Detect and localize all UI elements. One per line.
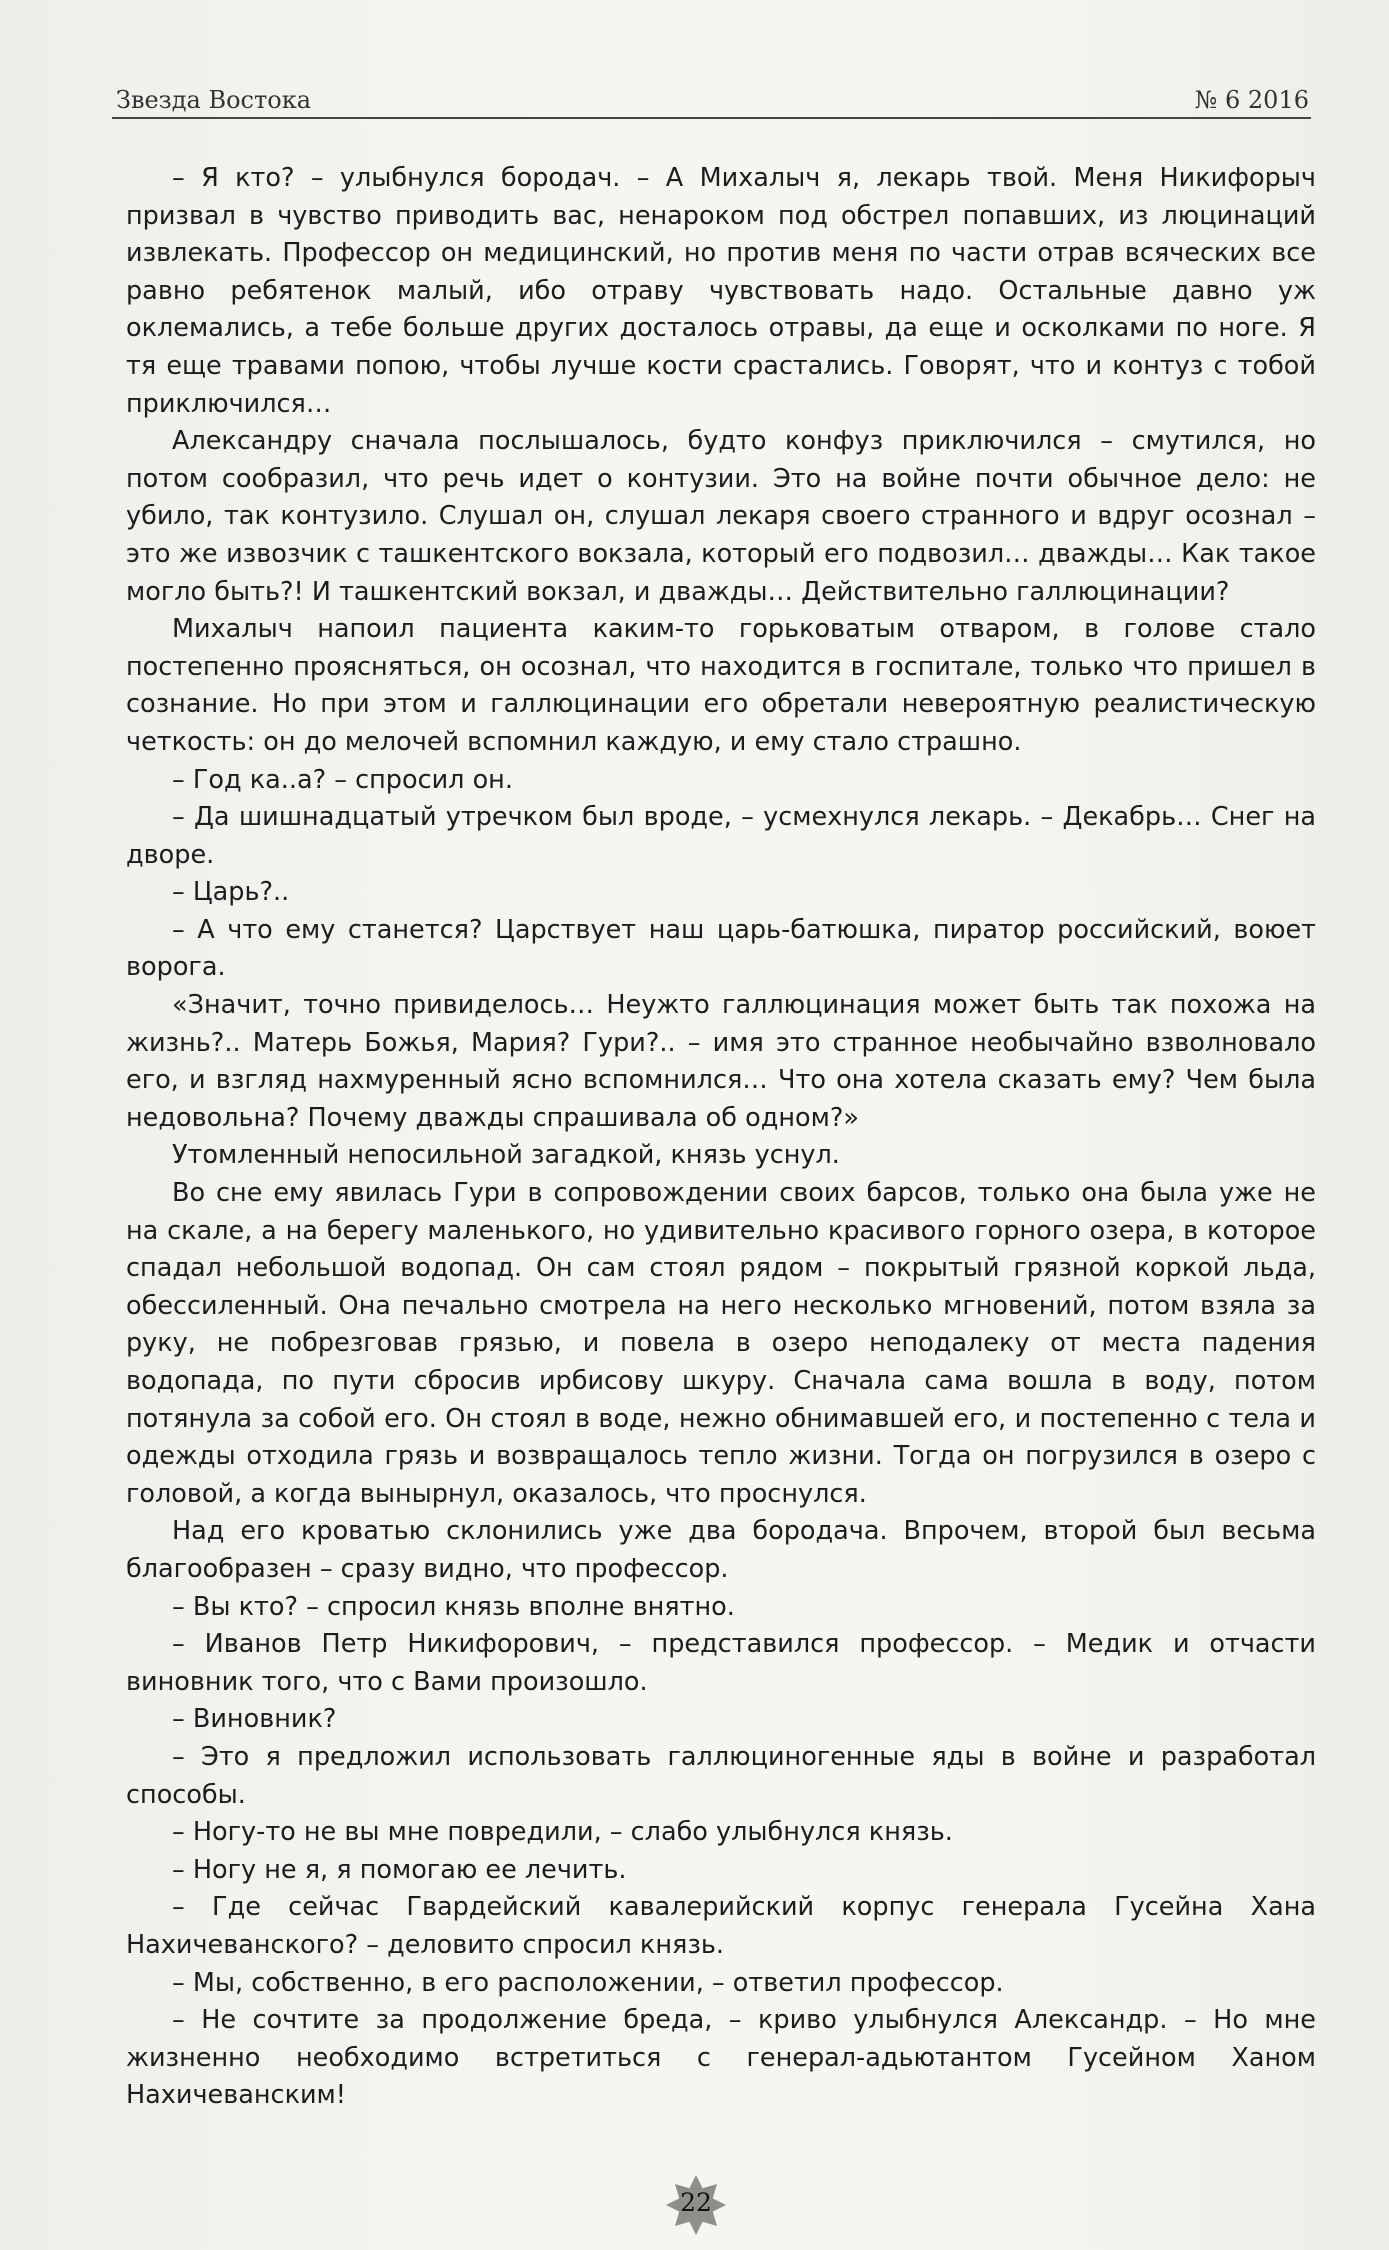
page-footer	[0, 2175, 1389, 2245]
body-text	[126, 160, 1316, 2115]
header-rule	[112, 117, 1311, 119]
paragraph: – Ногу не я, я помогаю ее лечить.	[172, 1854, 627, 1885]
paragraph: – Царь?..	[172, 877, 290, 908]
paragraph: «Значит, точно привиделось… Неужто галлюцинация может быть так похожа на жизнь?.. Матерь Божья, Мария? Гури?.. – имя это странное необычайно взволновало его, и взгляд нахмуренный ясно вспомнился… Что она хотела сказать ему? Чем была недовольна? Почему дважды спрашивала об одном?»	[126, 990, 1316, 1133]
paragraph: Над его кроватью склонились уже два бородача. Впрочем, второй был весьма благообразен – сразу видно, что профессор.	[126, 1516, 1316, 1584]
paragraph: – Где сейчас Гвардейский кавалерийский корпус генерала Гусейна Хана Нахичеванского? – деловито спросил князь.	[126, 1892, 1316, 1960]
page-number: 22	[680, 2188, 712, 2217]
paragraph: – А что ему станется? Царствует наш царь-батюшка, пиратор российский, воюет ворога.	[126, 914, 1316, 983]
paragraph: Во сне ему явилась Гури в сопровождении своих барсов, только она была уже не на скале, а на берегу маленького, но удивительно красивого горного озера, в которое спадал небольшой водопад. Он сам стоял рядом – покрытый грязной коркой льда, обессиленный. Она печально смотрела на него несколько мгновений, потом взяла за руку, не побрезговав грязью, и повела в озеро неподалеку от места падения водопада, по пути сбросив ирбисову шкуру. Сначала сама вошла в воду, потом потянула за собой его. Он стоял в воде, нежно обнимавшей его, и постепенно с тела и одежды отходила грязь и возвращалось тепло жизни. Тогда он погрузился в озеро с головой, а когда вынырнул, оказалось, что проснулся.	[126, 1178, 1316, 1509]
journal-title: Звезда Востока	[116, 86, 312, 114]
paragraph: – Мы, собственно, в его расположении, – ответил профессор.	[172, 1967, 1004, 1998]
paragraph: Александру сначала послышалось, будто конфуз приключился – смутился, но потом сообразил, что речь идет о контузии. Это на войне почти обычное дело: не убило, так контузило. Слушал он, слушал лекаря своего странного и вдруг осознал – это же извозчик с ташкентского вокзала, который его подвозил… дважды… Как такое могло быть?! И ташкентский вокзал, и дважды… Действительно галлюцинации?	[126, 426, 1316, 607]
paragraph: – Вы кто? – спросил князь вполне внятно.	[172, 1591, 735, 1622]
paragraph: – Я кто? – улыбнулся бородач. – А Михалыч я, лекарь твой. Меня Никифорыч призвал в чувство приводить вас, ненароком под обстрел попавших, из люцинаций извлекать. Профессор он медицинский, но против меня по части отрав всяческих все равно ребятенок малый, ибо отраву чувствовать надо. Остальные давно уж оклемались, а тебе больше других досталось отравы, да еще и осколками по ноге. Я тя еще травами попою, чтобы лучше кости срастались. Говорят, что и контуз с тобой приключился…	[126, 163, 1316, 419]
paragraph: – Иванов Петр Никифорович, – представился профессор. – Медик и отчасти виновник того, что с Вами произошло.	[126, 1629, 1316, 1697]
paragraph: – Виновник?	[172, 1704, 337, 1735]
paragraph: – Не сочтите за продолжение бреда, – криво улыбнулся Александр. – Но мне жизненно необходимо встретиться с генерал-адьютантом Гусейном Ханом Нахичеванским!	[126, 2005, 1316, 2111]
paragraph: – Ногу-то не вы мне повредили, – слабо улыбнулся князь.	[172, 1817, 953, 1848]
paragraph: Утомленный непосильной загадкой, князь уснул.	[172, 1140, 840, 1171]
paragraph: – Да шишнадцатый утречком был вроде, – усмехнулся лекарь. – Декабрь… Снег на дворе.	[126, 802, 1316, 870]
folio-ornament	[666, 2175, 726, 2235]
paragraph: Михалыч напоил пациента каким-то горьковатым отваром, в голове стало постепенно проясняться, он осознал, что находится в госпитале, только что пришел в сознание. Но при этом и галлюцинации его обретали невероятную реалистическую четкость: он до мелочей вспомнил каждую, и ему стало страшно.	[126, 614, 1316, 757]
issue-number: № 6 2016	[1194, 86, 1309, 114]
paragraph: – Год ка..а? – спросил он.	[172, 764, 513, 795]
paragraph: – Это я предложил использовать галлюциногенные яды в войне и разработал способы.	[126, 1741, 1316, 1810]
running-header	[116, 86, 1309, 126]
